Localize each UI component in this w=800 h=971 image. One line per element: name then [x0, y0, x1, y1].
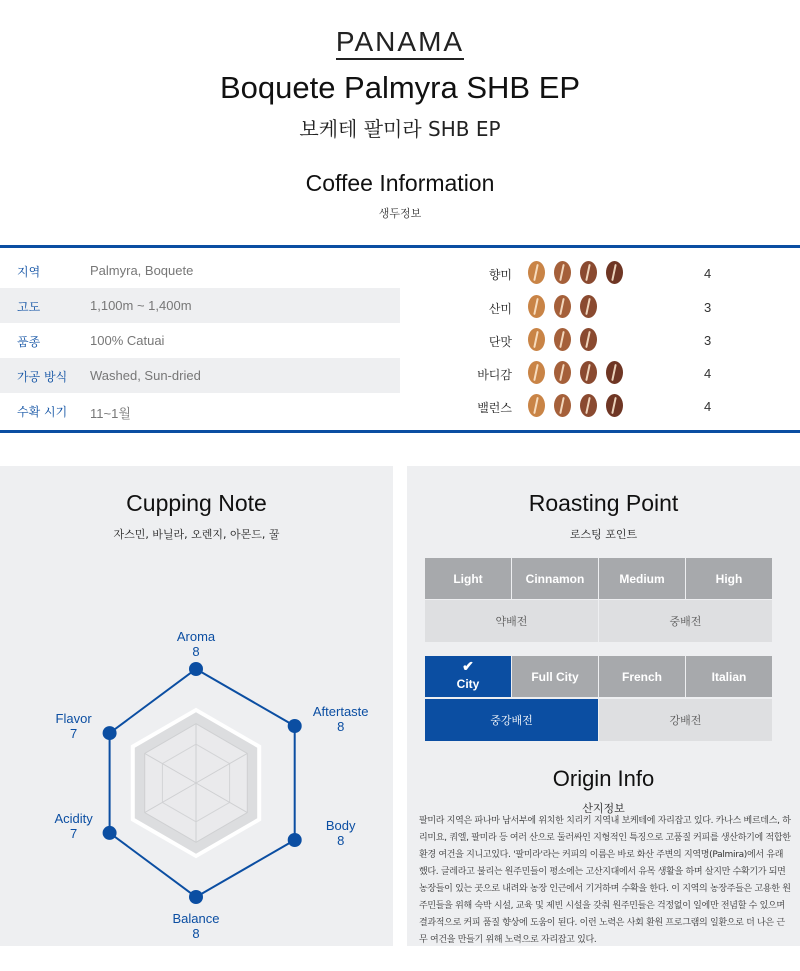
- roast-level-label: High: [715, 571, 743, 586]
- info-label: 품종: [17, 335, 41, 349]
- taste-label: 향미: [488, 268, 512, 282]
- coffee-bean-icon: [580, 361, 597, 384]
- coffee-bean-icon: [554, 361, 571, 384]
- taste-score: 3: [704, 300, 712, 315]
- roast-level-italian: [686, 656, 772, 697]
- origin-info-subtitle: 산지정보: [582, 802, 625, 815]
- roast-group-medium-dark: 중강배전: [425, 699, 598, 741]
- coffee-info-title: Coffee Information: [305, 170, 495, 196]
- info-row-variety: [0, 323, 400, 358]
- taste-score: 3: [704, 333, 712, 348]
- origin-info-text: 팔미라 지역은 파나마 남서부에 위치한 치리키 지역내 보케테에 자리잡고 있다. 카나스 베르데스, 하리미요, 쿼엘, 팔미라 등 여러 산으로 둘러싸인 지형적인 특징으로 고품질 커피를 생산하기에 적합한 환경 여건을 지니고있다. '팔미라'라는 커피의 이름은 바로 화산 주변의 지역명(Palmira)에서 유래했다. 글레라고 불리는 원주민들이 평소에는 고산지대에서 유목 생활을 하며 살지만 수확기가 되면 농장들이 있는 곳으로 내려와 농장 인근에서 기거하며 수확을 한다. 이 지역의 농장주들은 고용한 원주민들을 위해 숙박 시설, 교육 및 제빈 시설을 갖춰 원주민들은 걱정없이 일에만 전념할 수 있으며 결과적으로 커피 품질 향상에 도움이 된다. 이런 노력은 사회 환원 프로그램의 일환으로 더 나은 근무 여건을 만들기 위해 노력으로 자리잡고 있다.: [419, 816, 791, 945]
- country-title: [0, 26, 800, 58]
- roast-level-city: [425, 656, 511, 697]
- taste-row: [440, 325, 780, 355]
- info-value: Washed, Sun-dried: [90, 368, 201, 383]
- cupping-note-panel: [0, 466, 393, 946]
- roasting-point-title: Roasting Point: [528, 490, 679, 516]
- roast-level-label: Light: [453, 571, 483, 586]
- roast-level-label: French: [621, 669, 662, 684]
- radar-axis-value: 8: [337, 719, 345, 734]
- radar-axis-label: Acidity: [54, 810, 93, 826]
- coffee-info-subtitle: 생두정보: [378, 207, 422, 220]
- taste-row: [440, 358, 780, 388]
- roast-level-label: City: [456, 676, 480, 691]
- roasting-origin-panel: [407, 466, 800, 946]
- radar-axis-value: 8: [337, 833, 345, 848]
- country-label: PANAMA: [336, 26, 464, 60]
- info-value: 11~1월: [90, 406, 131, 421]
- taste-row: [440, 292, 780, 322]
- taste-score: 4: [704, 366, 712, 381]
- taste-row: [440, 258, 780, 288]
- coffee-bean-icon: [606, 361, 623, 384]
- product-name-en: Boquete Palmyra SHB EP: [219, 70, 581, 105]
- coffee-bean-icon: [580, 295, 597, 318]
- radar-axis-value: 7: [69, 726, 78, 742]
- coffee-bean-icon: [528, 361, 545, 384]
- coffee-bean-icon: [580, 394, 597, 417]
- taste-score: 4: [704, 399, 712, 414]
- radar-axis-label: Aftertaste: [312, 704, 369, 719]
- radar-point: [288, 719, 302, 733]
- radar-point: [103, 826, 117, 840]
- info-label: 수확 시기: [17, 405, 68, 419]
- roast-level-cinnamon: [512, 558, 598, 599]
- roast-level-label: Italian: [711, 669, 747, 684]
- radar-point: [103, 726, 117, 740]
- radar-point: [288, 833, 302, 847]
- roasting-point-subtitle: 로스팅 포인트: [569, 528, 638, 541]
- roast-level-label: Cinnamon: [525, 571, 585, 586]
- coffee-bean-icon: [580, 328, 597, 351]
- cupping-note-title: Cupping Note: [126, 490, 267, 516]
- coffee-bean-icon: [554, 295, 571, 318]
- info-label: 가공 방식: [17, 370, 68, 384]
- info-label: 지역: [17, 265, 41, 279]
- cupping-radar-chart: [0, 566, 393, 941]
- roast-level-full-city: [512, 656, 598, 697]
- radar-axis-label: Body: [325, 818, 356, 833]
- info-row-altitude: [0, 288, 400, 323]
- origin-info-title: Origin Info: [552, 766, 655, 791]
- taste-score: 4: [704, 266, 712, 281]
- roast-level-medium: [599, 558, 685, 599]
- taste-label: 밸런스: [477, 401, 512, 415]
- radar-axis-label: Flavor: [55, 711, 92, 727]
- roast-group-light: 약배전: [425, 600, 598, 642]
- roast-level-label: Medium: [619, 571, 665, 586]
- info-value: 1,100m ~ 1,400m: [90, 298, 192, 313]
- cupping-note-flavors: 자스민, 바닐라, 오렌지, 아몬드, 꿀: [113, 528, 280, 541]
- coffee-bean-icon: [554, 394, 571, 417]
- radar-point: [189, 662, 203, 676]
- taste-label: 산미: [488, 302, 512, 316]
- info-row-region: [0, 253, 400, 288]
- taste-row: [440, 391, 780, 421]
- radar-axis-label: Balance: [172, 911, 220, 926]
- info-value: 100% Catuai: [90, 333, 165, 348]
- radar-point: [189, 890, 203, 904]
- roast-level-high: [686, 558, 772, 599]
- info-row-process: [0, 358, 400, 393]
- radar-axis-value: 8: [192, 644, 200, 659]
- radar-axis-value: 7: [69, 825, 78, 841]
- roast-level-light: [425, 558, 511, 599]
- roast-group-dark: 강배전: [599, 699, 772, 741]
- coffee-bean-icon: [554, 328, 571, 351]
- coffee-bean-icon: [528, 295, 545, 318]
- coffee-bean-icon: [606, 394, 623, 417]
- coffee-bean-icon: [528, 394, 545, 417]
- info-label: 고도: [17, 300, 41, 314]
- coffee-bean-icon: [606, 261, 623, 284]
- radar-axis-label: Aroma: [176, 629, 216, 644]
- coffee-bean-icon: [528, 328, 545, 351]
- product-name-ko: 보케테 팔미라 SHB EP: [299, 117, 501, 141]
- coffee-bean-icon: [580, 261, 597, 284]
- taste-label: 단맛: [488, 335, 512, 349]
- taste-label: 바디감: [477, 368, 512, 382]
- roast-level-french: [599, 656, 685, 697]
- info-value: Palmyra, Boquete: [90, 263, 194, 278]
- radar-axis-value: 8: [192, 926, 200, 941]
- roast-group-medium: 중배전: [599, 600, 772, 642]
- coffee-info-table: [0, 245, 800, 433]
- coffee-bean-icon: [528, 261, 545, 284]
- check-icon: ✔: [462, 658, 474, 674]
- roast-level-label: Full City: [531, 669, 579, 684]
- info-row-harvest: [0, 393, 400, 428]
- coffee-bean-icon: [554, 261, 571, 284]
